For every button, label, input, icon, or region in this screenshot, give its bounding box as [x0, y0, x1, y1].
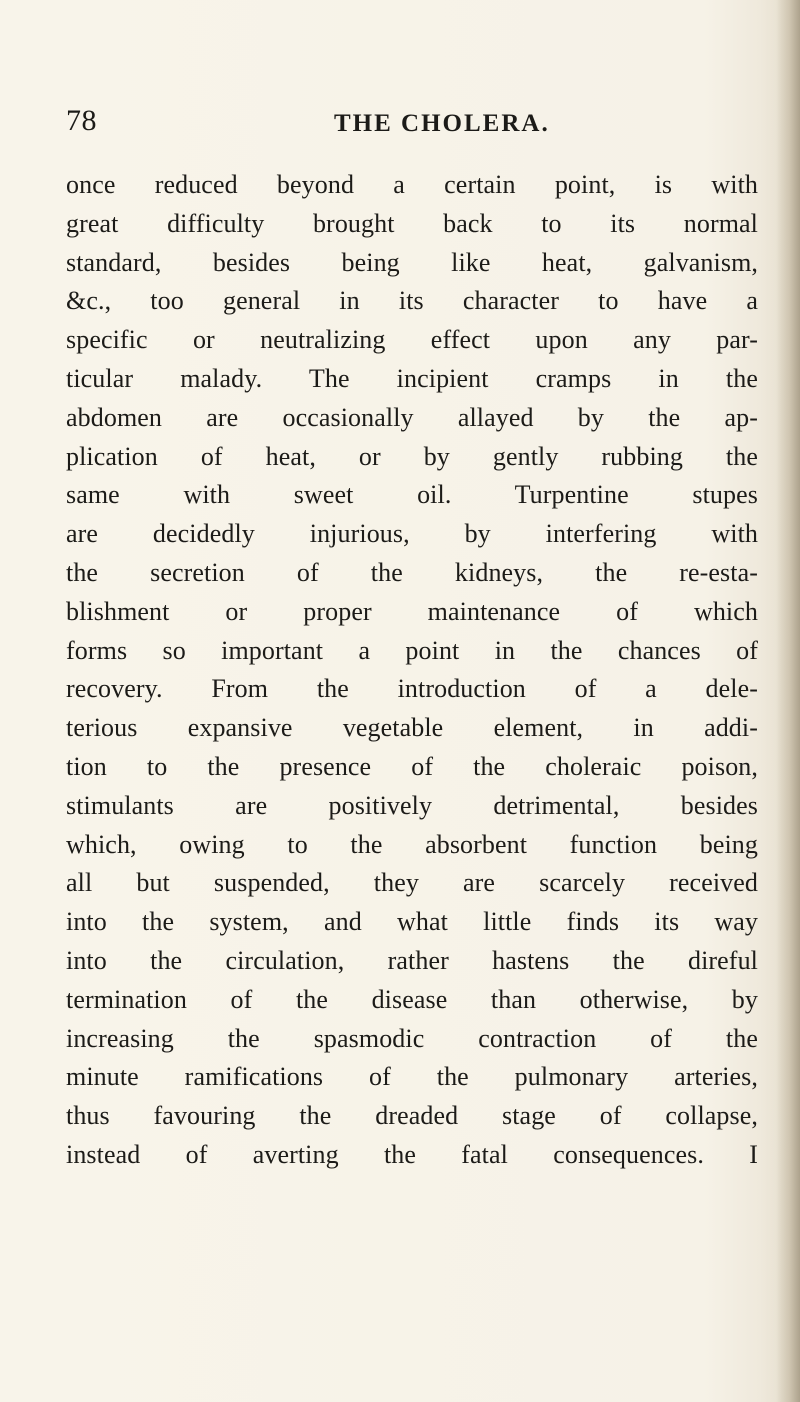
- text-line: all but suspended, they are scarcely received: [66, 868, 758, 898]
- text-line: same with sweet oil. Turpentine stupes: [66, 480, 758, 510]
- text-line: are decidedly injurious, by interfering with: [66, 519, 758, 549]
- page-number: 78: [66, 104, 97, 137]
- text-line: increasing the spasmodic contraction of the: [66, 1023, 758, 1053]
- text-line: specific or neutralizing effect upon any par-: [66, 325, 758, 355]
- text-line: forms so important a point in the chances of: [66, 635, 758, 665]
- text-line: instead of averting the fatal consequences. I: [66, 1139, 758, 1169]
- running-title: THE CHOLERA.: [334, 110, 550, 137]
- running-head: [66, 104, 756, 152]
- text-line: into the system, and what little finds its way: [66, 907, 758, 937]
- text-line: stimulants are positively detrimental, besides: [66, 790, 758, 820]
- text-line: thus favouring the dreaded stage of collapse,: [66, 1101, 758, 1131]
- text-line: standard, besides being like heat, galvanism,: [66, 247, 758, 277]
- body-text: [66, 166, 758, 1175]
- text-line: minute ramifications of the pulmonary arteries,: [66, 1062, 758, 1092]
- text-line: the secretion of the kidneys, the re-esta-: [66, 557, 758, 587]
- text-line: blishment or proper maintenance of which: [66, 596, 758, 626]
- page-edge-shadow: [776, 0, 800, 1402]
- text-line: ticular malady. The incipient cramps in the: [66, 363, 758, 393]
- text-line: recovery. From the introduction of a dele-: [66, 674, 758, 704]
- text-line: terious expansive vegetable element, in addi-: [66, 713, 758, 743]
- text-line: &c., too general in its character to have a: [66, 286, 758, 316]
- text-line: which, owing to the absorbent function being: [66, 829, 758, 859]
- text-line: great difficulty brought back to its normal: [66, 208, 758, 238]
- text-line: tion to the presence of the choleraic poison,: [66, 751, 758, 781]
- text-line: plication of heat, or by gently rubbing the: [66, 441, 758, 471]
- text-line: termination of the disease than otherwise, by: [66, 984, 758, 1014]
- text-line: once reduced beyond a certain point, is with: [66, 170, 758, 199]
- text-line: into the circulation, rather hastens the direful: [66, 945, 758, 975]
- text-line: abdomen are occasionally allayed by the ap-: [66, 402, 758, 432]
